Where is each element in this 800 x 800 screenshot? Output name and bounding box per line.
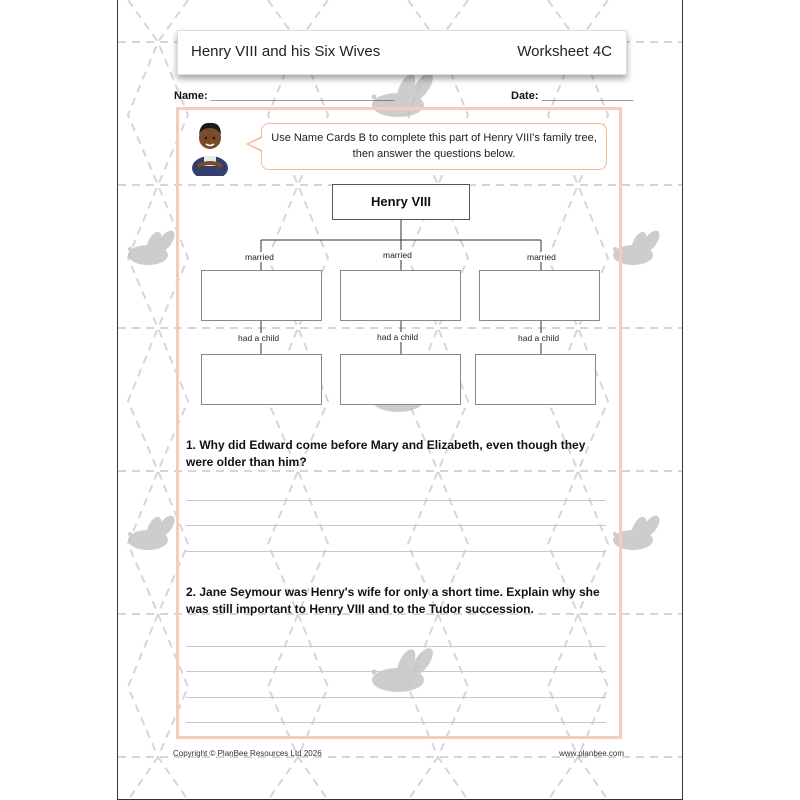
wife-box-2[interactable] [340, 270, 461, 321]
wife-box-3[interactable] [479, 270, 600, 321]
child-box-2[interactable] [340, 354, 461, 405]
question-1: 1. Why did Edward come before Mary and Elizabeth, even though they were older than him? [186, 438, 586, 469]
worksheet-title: Henry VIII and his Six Wives [191, 43, 381, 60]
name-field[interactable]: Name: ______________________________ [174, 90, 395, 102]
married-label-left: married [245, 252, 274, 262]
henry-viii-box: Henry VIII [332, 184, 470, 220]
answer-line[interactable] [186, 722, 606, 723]
worksheet-number: Worksheet 4C [517, 43, 612, 60]
question-2: 2. Jane Seymour was Henry's wife for only a short time. Explain why she was still important to Henry VIII and to the Tudor succession. [186, 585, 600, 616]
copyright-text: Copyright © PlanBee Resources Ltd 2026 [173, 749, 322, 758]
answer-line[interactable] [186, 697, 606, 698]
married-label-center: married [383, 250, 412, 260]
answer-line[interactable] [186, 671, 606, 672]
answer-line[interactable] [186, 500, 606, 501]
answer-line[interactable] [186, 551, 606, 552]
worksheet-page [117, 0, 683, 800]
child-label-right: had a child [518, 333, 560, 343]
date-field[interactable]: Date: _______________ [511, 90, 634, 102]
answer-line[interactable] [186, 646, 606, 647]
child-label-left: had a child [238, 333, 280, 343]
child-box-3[interactable] [475, 354, 596, 405]
child-label-center: had a child [377, 332, 419, 342]
answer-line[interactable] [186, 525, 606, 526]
website-link[interactable]: www.planbee.com [559, 749, 624, 758]
wife-box-1[interactable] [201, 270, 322, 321]
instruction-bubble: Use Name Cards B to complete this part of Henry VIII's family tree, then answer the questions below. [261, 123, 607, 170]
married-label-right: married [527, 252, 556, 262]
child-box-1[interactable] [201, 354, 322, 405]
